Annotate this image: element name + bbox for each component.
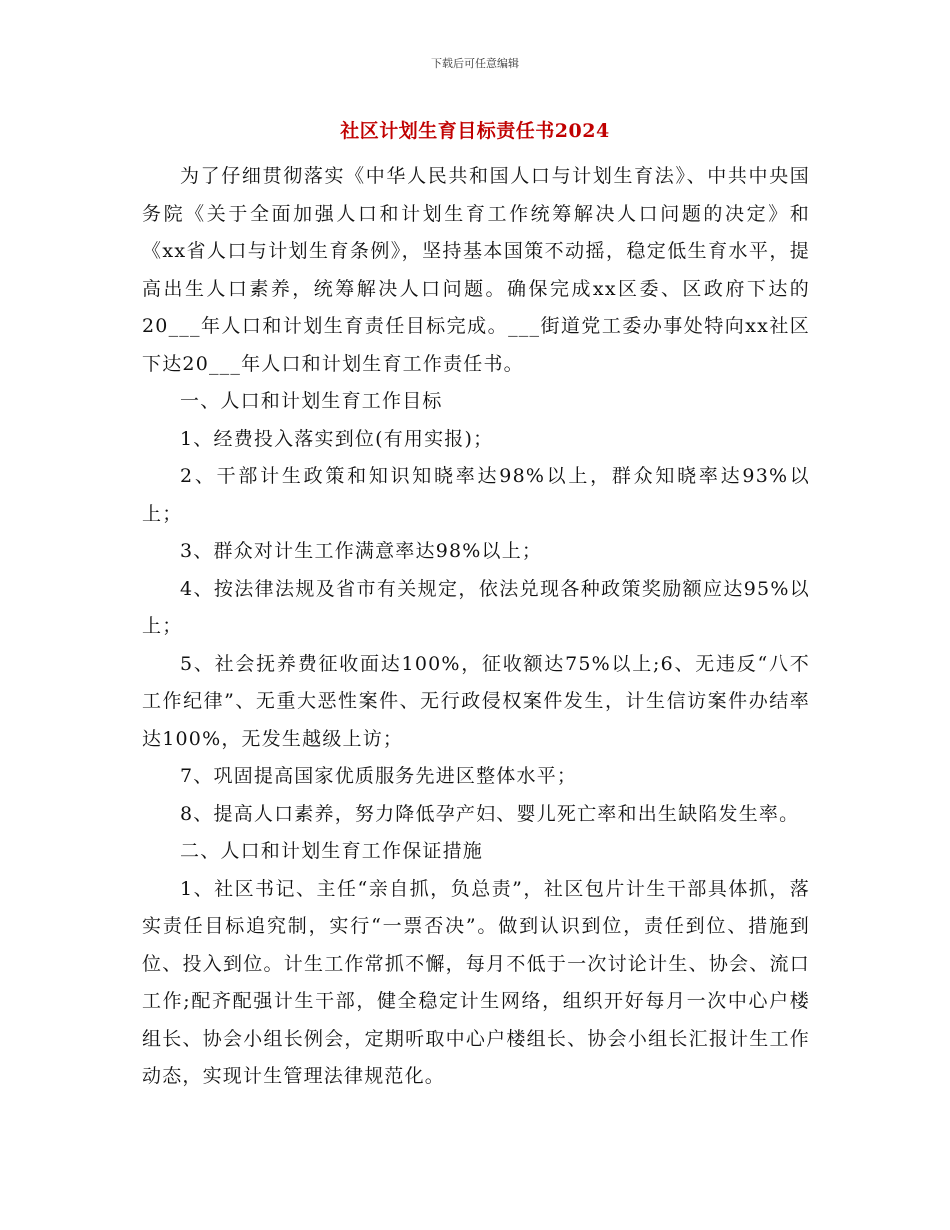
- goal-item-5-6: 5、社会抚养费征收面达100%，征收额达75%以上;6、无违反“八不工作纪律”、无重大恶性案件、无行政侵权案件发生，计生信访案件办结率达100%，无发生越级上访；: [142, 652, 810, 750]
- goal-item-1: 1、经费投入落实到位(有用实报)；: [180, 427, 494, 450]
- section-heading-goals: 一、人口和计划生育工作目标: [180, 390, 443, 412]
- document-body: [142, 158, 810, 1096]
- goal-item-3: 3、群众对计生工作满意率达98%以上；: [180, 540, 543, 562]
- measure-item-1: 1、社区书记、主任“亲自抓，负总责”，社区包片计生干部具体抓，落实责任目标追究制，实行“一票否决”。做到认识到位，责任到位、措施到位、投入到位。计生工作常抓不懈，每月不低于一次讨论计生、协会、流口工作;配齐配强计生干部，健全稳定计生网络，组织开好每月一次中心户楼组长、协会小组长例会，定期听取中心户楼组长、协会小组长汇报计生工作动态，实现计生管理法律规范化。: [142, 877, 810, 1087]
- goal-item-4: 4、按法律法规及省市有关规定，依法兑现各种政策奖励额应达95%以上；: [142, 577, 810, 637]
- goal-item-8: 8、提高人口素养，努力降低孕产妇、婴儿死亡率和出生缺陷发生率。: [180, 802, 800, 825]
- goal-item-2: 2、干部计生政策和知识知晓率达98%以上，群众知晓率达93%以上；: [142, 465, 810, 525]
- section-heading-measures: 二、人口和计划生育工作保证措施: [180, 840, 484, 862]
- goal-item-7: 7、巩固提高国家优质服务先进区整体水平；: [180, 765, 578, 787]
- paragraph-intro: 为了仔细贯彻落实《中华人民共和国人口与计划生育法》、中共中央国务院《关于全面加强人口和计划生育工作统筹解决人口问题的决定》和《xx省人口与计划生育条例》，坚持基本国策不动摇，稳定低生育水平，提高出生人口素养，统筹解决人口问题。确保完成xx区委、区政府下达的20___年人口和计划生育责任目标完成。___街道党工委办事处特向xx社区下达20___年人口和计划生育工作责任书。: [142, 165, 810, 375]
- header-note: 下载后可任意编辑: [431, 57, 519, 70]
- document-title: 社区计划生育目标责任书2024: [340, 120, 610, 142]
